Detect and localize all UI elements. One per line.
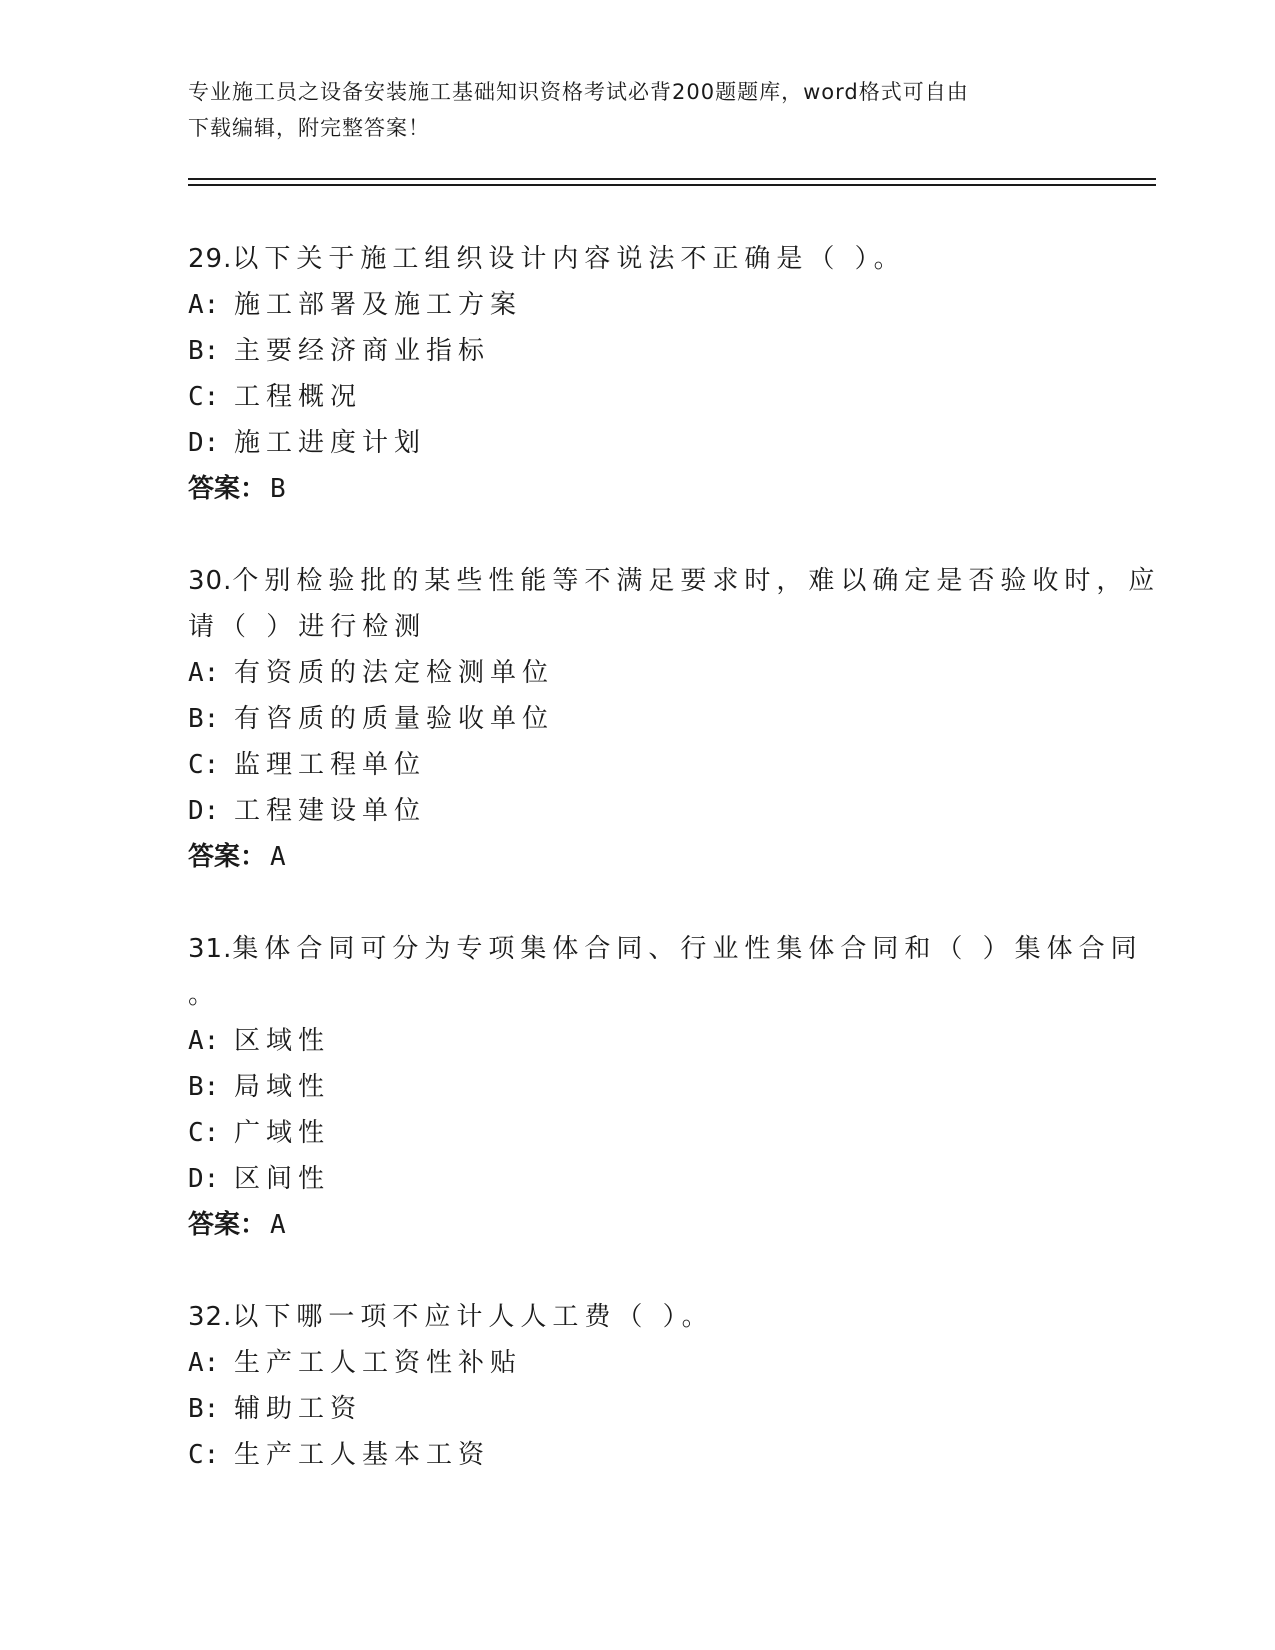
header-line-2: 下载编辑，附完整答案！	[188, 116, 430, 140]
option-a	[188, 1340, 1108, 1386]
option-text: 生产工人基本工资	[234, 1440, 491, 1470]
option-a	[188, 1018, 1108, 1064]
option-key: D:	[188, 796, 220, 826]
question-stem-line	[188, 558, 1161, 604]
option-text: 辅助工资	[234, 1394, 363, 1424]
option-text: 主要经济商业指标	[234, 336, 491, 366]
question-number: 32.	[188, 1302, 233, 1332]
question-text: 集体合同可分为专项集体合同、行业性集体合同和（ ）集体合同	[232, 934, 1143, 964]
option-c	[188, 1110, 1108, 1156]
option-key: C:	[188, 1440, 220, 1470]
question-text: 以下哪一项不应计人人工费（ ）。	[232, 1302, 714, 1332]
option-text: 监理工程单位	[234, 750, 427, 780]
option-text: 有资质的法定检测单位	[234, 658, 555, 688]
answer-value: A	[270, 842, 286, 872]
option-text: 局域性	[234, 1072, 331, 1102]
option-key: B:	[188, 1394, 220, 1424]
option-b	[188, 696, 1108, 742]
answer-label: 答案：	[188, 1210, 267, 1240]
question-list	[188, 236, 1161, 1524]
answer-label: 答案：	[188, 842, 267, 872]
question-stem	[188, 236, 1108, 282]
question-text: 个别检验批的某些性能等不满足要求时，难以确定是否验收时，应	[232, 566, 1161, 596]
header-divider-bottom	[188, 184, 1156, 186]
option-a	[188, 650, 1108, 696]
option-key: A:	[188, 290, 220, 320]
option-d	[188, 788, 1108, 834]
question-stem-line: 。	[188, 980, 221, 1010]
answer-label: 答案：	[188, 474, 267, 504]
option-key: C:	[188, 1118, 220, 1148]
option-c	[188, 742, 1108, 788]
question-stem	[188, 558, 1161, 650]
question-number: 29.	[188, 244, 233, 274]
option-key: B:	[188, 1072, 220, 1102]
header-divider-top	[188, 178, 1156, 180]
answer-value: A	[270, 1210, 286, 1240]
option-text: 区间性	[234, 1164, 331, 1194]
question-32	[188, 1294, 1108, 1478]
question-stem-line	[188, 926, 1143, 972]
document-header	[188, 74, 1088, 146]
option-text: 区域性	[234, 1026, 331, 1056]
option-key: B:	[188, 704, 220, 734]
question-stem-line	[188, 236, 1108, 282]
question-text: 以下关于施工组织设计内容说法不正确是（ ）。	[232, 244, 906, 274]
option-text: 广域性	[234, 1118, 331, 1148]
option-text: 生产工人工资性补贴	[234, 1348, 523, 1378]
option-text: 有咨质的质量验收单位	[234, 704, 555, 734]
header-line-1: 专业施工员之设备安装施工基础知识资格考试必背200题题库，word格式可自由	[188, 80, 969, 104]
question-number: 30.	[188, 566, 233, 596]
option-key: A:	[188, 658, 220, 688]
option-key: D:	[188, 428, 220, 458]
option-text: 施工进度计划	[234, 428, 427, 458]
option-text: 施工部署及施工方案	[234, 290, 523, 320]
option-key: C:	[188, 750, 220, 780]
option-b	[188, 328, 1108, 374]
option-a	[188, 282, 1108, 328]
option-d	[188, 1156, 1108, 1202]
option-b	[188, 1064, 1108, 1110]
option-text: 工程建设单位	[234, 796, 427, 826]
option-c	[188, 374, 1108, 420]
answer-line	[188, 834, 1108, 880]
question-31	[188, 926, 1143, 1248]
option-d	[188, 420, 1108, 466]
question-stem	[188, 926, 1143, 1018]
option-key: D:	[188, 1164, 220, 1194]
question-number: 31.	[188, 934, 233, 964]
question-stem-line: 请（ ）进行检测	[188, 612, 427, 642]
option-key: C:	[188, 382, 220, 412]
question-stem-line	[188, 1294, 1108, 1340]
option-b	[188, 1386, 1108, 1432]
question-29	[188, 236, 1108, 512]
answer-line	[188, 466, 1108, 512]
option-c	[188, 1432, 1108, 1478]
option-text: 工程概况	[234, 382, 363, 412]
question-30	[188, 558, 1161, 880]
question-stem	[188, 1294, 1108, 1340]
answer-value: B	[270, 474, 286, 504]
answer-line	[188, 1202, 1108, 1248]
option-key: B:	[188, 336, 220, 366]
option-key: A:	[188, 1026, 220, 1056]
option-key: A:	[188, 1348, 220, 1378]
